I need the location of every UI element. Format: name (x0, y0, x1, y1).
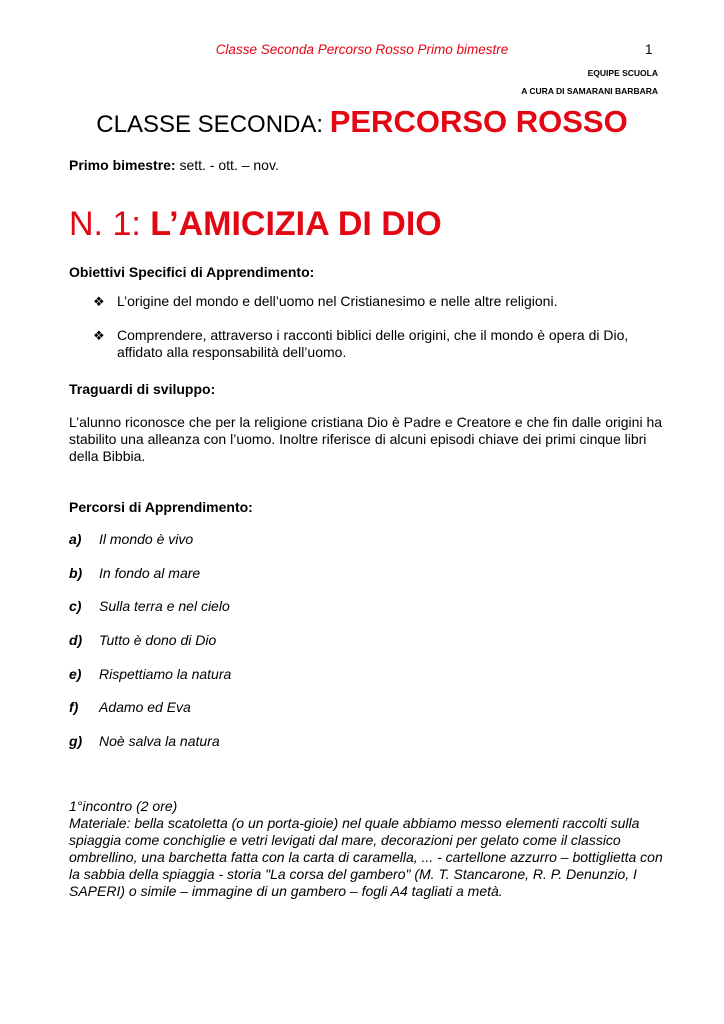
objectives-heading: Obiettivi Specifici di Apprendimento: (69, 264, 315, 280)
item-text: Tutto è dono di Dio (99, 632, 217, 649)
unit-number: N. 1: (69, 205, 151, 243)
incontro-title: 1°incontro (2 ore) (69, 798, 178, 814)
percorsi-list (69, 531, 231, 767)
diamond-bullet-icon: ❖ (93, 294, 105, 309)
bimestre-label: Primo bimestre: (69, 157, 176, 173)
incontro-materiale: Materiale: bella scatoletta (o un porta-gioie) nel quale abbiamo messo elementi raccolti sulla spiaggia come conchiglie e vetri levigati dal mare, decorazioni per gelato come il classico ombrellino, una barchetta fatta con la carta di caramella, ... - cartellone azzurro – bottiglietta con la sabbia della spiaggia - storia "La corsa del gambero" (M. T. Stancarone, R. P. Denunzio, I SAPERI) o simile – immagine di un gambero – fogli A4 tagliati a metà. (69, 815, 663, 899)
class-title (0, 104, 724, 140)
objective-text: Comprendere, attraverso i racconti biblici delle origini, che il mondo è opera di Dio, affidato alla responsabilità dell’uomo. (117, 327, 629, 360)
header-title: Classe Seconda Percorso Rosso Primo bimestre (215, 42, 509, 57)
team-label: EQUIPE SCUOLA (587, 68, 658, 78)
item-letter: b) (69, 564, 83, 581)
unit-title (69, 205, 442, 244)
item-text: Adamo ed Eva (99, 699, 191, 716)
item-letter: a) (69, 531, 82, 547)
item-text: In fondo al mare (99, 564, 201, 581)
item-text: Noè salva la natura (99, 733, 220, 750)
bimestre-value: sett. - ott. – nov. (175, 157, 279, 173)
list-item (93, 293, 673, 310)
item-text: Il mondo è vivo (99, 531, 194, 547)
percorsi-heading: Percorsi di Apprendimento: (69, 499, 253, 515)
author-label: A CURA DI SAMARANI BARBARA (521, 86, 658, 96)
list-item (69, 565, 231, 599)
list-item (69, 666, 231, 700)
incontro-block (69, 798, 669, 900)
bimestre-line (69, 157, 279, 173)
page-number: 1 (645, 42, 653, 57)
list-item (69, 598, 231, 632)
class-title-highlight: PERCORSO ROSSO (329, 104, 628, 139)
item-letter: c) (69, 598, 82, 615)
traguardi-text: L’alunno riconosce che per la religione cristiana Dio è Padre e Creatore e che fin dalle origini ha stabilito una alleanza con l’uomo. Inoltre riferisce di alcuni episodi chiave dei primi cinque libri della Bibbia. (69, 414, 663, 464)
list-item (69, 632, 231, 666)
list-item (69, 733, 231, 767)
diamond-bullet-icon: ❖ (93, 328, 105, 343)
list-item (69, 699, 231, 733)
traguardi-heading: Traguardi di sviluppo: (69, 381, 216, 397)
item-letter: e) (69, 665, 82, 682)
item-letter: d) (69, 632, 83, 649)
class-title-prefix: CLASSE SECONDA: (96, 111, 330, 138)
item-letter: g) (69, 733, 83, 750)
objectives-list (93, 293, 673, 378)
item-letter: f) (69, 699, 79, 716)
list-item (93, 327, 673, 361)
item-text: Sulla terra e nel cielo (99, 598, 230, 615)
objective-text: L’origine del mondo e dell’uomo nel Cristianesimo e nelle altre religioni. (117, 293, 558, 309)
item-text: Rispettiamo la natura (99, 665, 232, 682)
list-item (69, 531, 231, 565)
unit-title-text: L’AMICIZIA DI DIO (150, 205, 442, 243)
